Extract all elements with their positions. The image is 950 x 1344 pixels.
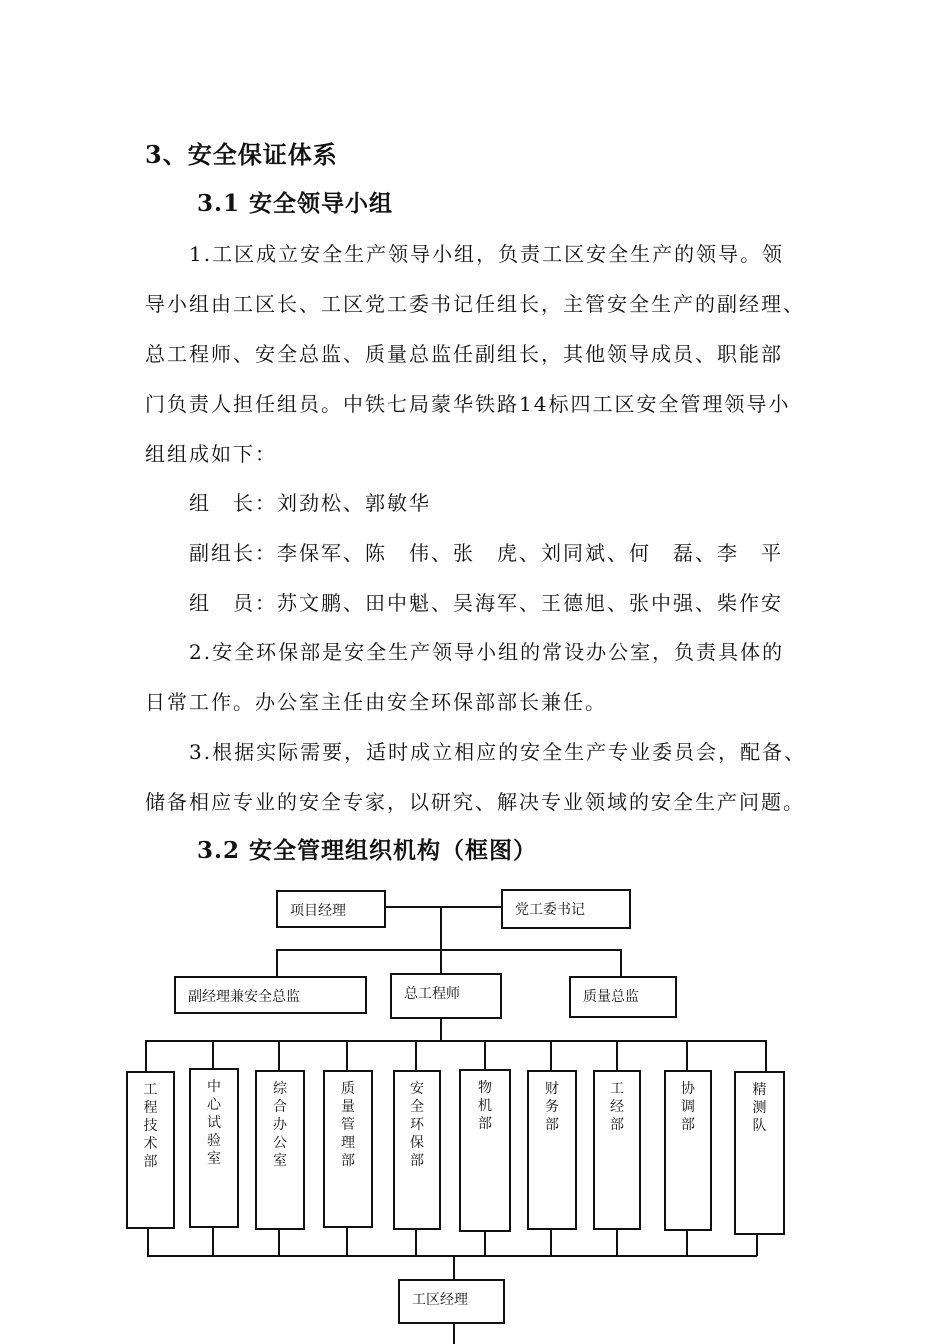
- member-line: 组 员：苏文鹏、田中魁、吴海军、王德旭、张中强、柴作安: [189, 591, 783, 615]
- connector-line: [415, 1228, 417, 1256]
- dept-label: 财务部: [545, 1081, 559, 1133]
- connector-line: [686, 1229, 688, 1256]
- dept-box: [459, 1069, 511, 1232]
- quality-director-box: [569, 976, 677, 1018]
- dept-label: 综合办公室: [273, 1081, 287, 1169]
- dept-label: 物机部: [478, 1080, 492, 1132]
- section-heading: 3、安全保证体系: [145, 140, 338, 169]
- connector-line: [276, 949, 278, 977]
- connector-line: [147, 1255, 757, 1257]
- dept-box: [527, 1070, 577, 1230]
- dept-box: [734, 1071, 785, 1235]
- dept-label: 协调部: [681, 1081, 695, 1133]
- section-3-2-title: 3.2 安全管理组织机构（框图）: [197, 837, 538, 864]
- box-label: 党工委书记: [515, 902, 585, 918]
- paragraph-line: 2.安全环保部是安全生产领导小组的常设办公室，负责具体的: [189, 640, 785, 664]
- box-label: 总工程师: [404, 986, 460, 1002]
- connector-line: [346, 1226, 348, 1256]
- paragraph-line: 日常工作。办公室主任由安全环保部部长兼任。: [145, 690, 607, 714]
- connector-line: [453, 1322, 455, 1344]
- connector-line: [620, 949, 622, 977]
- paragraph-line: 3.根据实际需要，适时成立相应的安全生产专业委员会，配备、: [189, 740, 807, 764]
- connector-line: [415, 1040, 417, 1072]
- paragraph-line: 总工程师、安全总监、质量总监任副组长，其他领导成员、职能部: [145, 342, 783, 366]
- dept-label: 中心试验室: [207, 1079, 221, 1167]
- connector-line: [550, 1040, 552, 1072]
- connector-line: [278, 1040, 280, 1072]
- paragraph-line: 门负责人担任组员。中铁七局蒙华铁路14标四工区安全管理领导小: [145, 392, 791, 416]
- paragraph-line: 储备相应专业的安全专家，以研究、解决专业领域的安全生产问题。: [145, 790, 805, 814]
- connector-line: [765, 1040, 767, 1072]
- connector-line: [278, 1228, 280, 1256]
- section-3-1-title: 3.1 安全领导小组: [197, 190, 394, 217]
- dept-box: [189, 1068, 239, 1228]
- connector-line: [147, 1228, 149, 1256]
- box-label: 副经理兼安全总监: [188, 989, 300, 1005]
- connector-line: [212, 1226, 214, 1256]
- work-area-manager-box: [398, 1279, 505, 1324]
- paragraph-line: 导小组由工区长、工区党工委书记任组长，主管安全生产的副经理、: [145, 292, 805, 316]
- deputy-leader-line: 副组长：李保军、陈 伟、张 虎、刘同斌、何 磊、李 平: [189, 541, 783, 565]
- dept-label: 安全环保部: [410, 1081, 424, 1169]
- connector-line: [276, 949, 621, 951]
- dept-label: 工经部: [610, 1081, 624, 1133]
- box-label: 质量总监: [583, 989, 639, 1005]
- connector-line: [145, 1040, 147, 1072]
- paragraph-line: 组组成如下：: [145, 442, 277, 466]
- connector-line: [616, 1228, 618, 1256]
- dept-box: [323, 1070, 373, 1228]
- party-secretary-box: [501, 889, 631, 929]
- connector-line: [145, 1040, 767, 1042]
- connector-line: [756, 1234, 758, 1256]
- dept-box: [126, 1071, 175, 1229]
- dept-box: [255, 1070, 305, 1230]
- connector-line: [346, 1040, 348, 1072]
- connector-line: [484, 1040, 486, 1072]
- deputy-manager-box: [174, 976, 367, 1014]
- project-manager-box: [276, 890, 386, 928]
- connector-line: [385, 906, 503, 908]
- connector-line: [440, 1018, 442, 1042]
- chief-engineer-box: [390, 973, 502, 1019]
- dept-box: [593, 1070, 641, 1230]
- dept-box: [393, 1070, 441, 1230]
- connector-line: [616, 1040, 618, 1072]
- leader-line: 组 长：刘劲松、郭敏华: [189, 491, 431, 515]
- dept-box: [664, 1070, 712, 1231]
- box-label: 项目经理: [290, 903, 346, 919]
- connector-line: [686, 1040, 688, 1072]
- dept-label: 质量管理部: [341, 1081, 355, 1169]
- connector-line: [440, 906, 442, 974]
- connector-line: [453, 1255, 455, 1280]
- dept-label: 工程技术部: [143, 1082, 158, 1170]
- box-label: 工区经理: [412, 1292, 468, 1308]
- dept-label: 精测队: [752, 1082, 767, 1134]
- connector-line: [550, 1228, 552, 1256]
- paragraph-line: 1.工区成立安全生产领导小组，负责工区安全生产的领导。领: [189, 242, 785, 266]
- connector-line: [484, 1231, 486, 1256]
